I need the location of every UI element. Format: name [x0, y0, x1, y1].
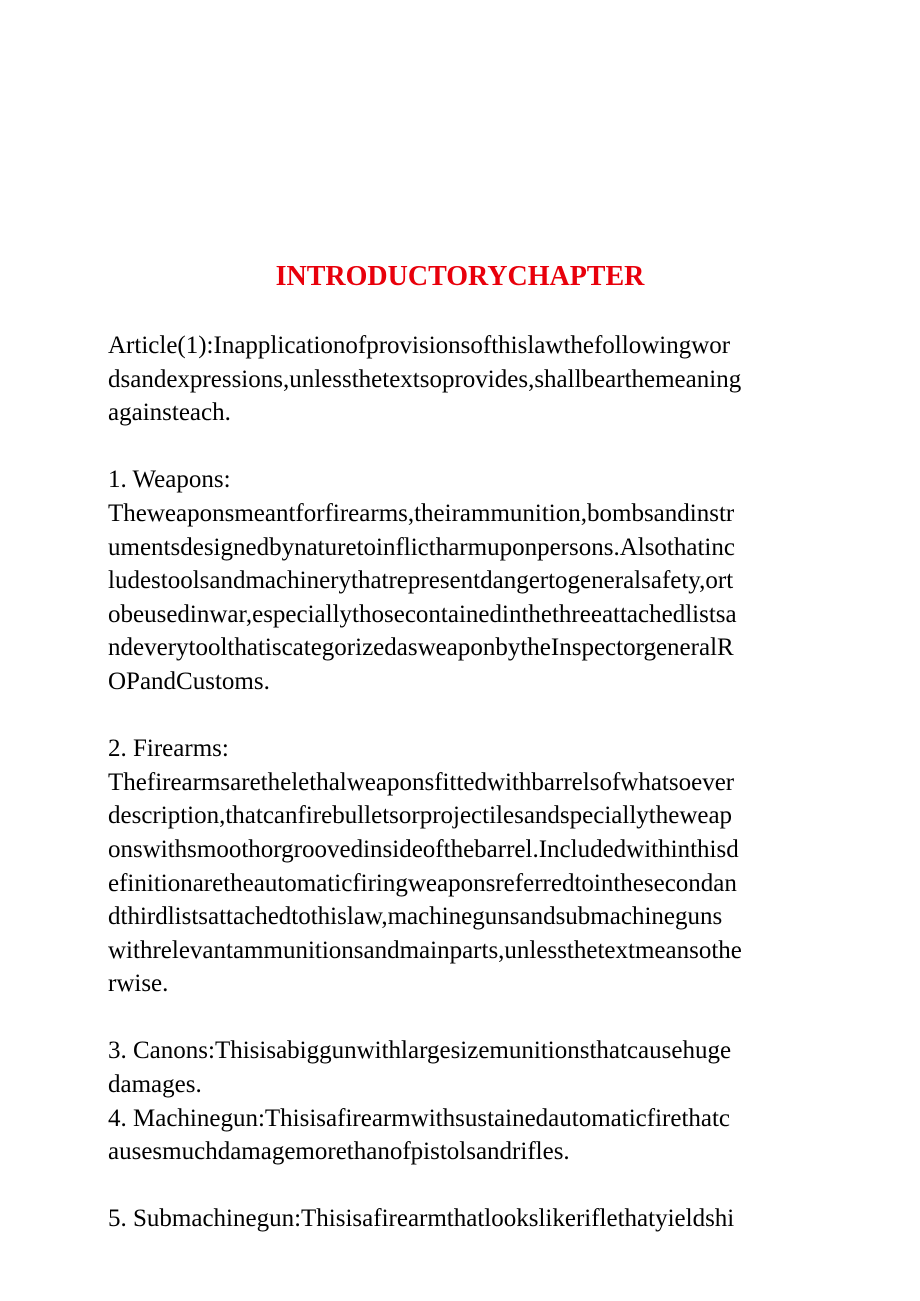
text-line: 5. Submachinegun:Thisisafirearmthatlookslikeriflethatyieldshi: [108, 1205, 735, 1233]
paragraph-submachinegun: [108, 1202, 820, 1236]
text-line: Thefirearmsarethelethalweaponsfittedwithbarrelsofwhatsoever: [108, 768, 735, 796]
paragraph-article-1: [108, 329, 820, 430]
text-line: rwise.: [108, 970, 169, 998]
text-line: ausesmuchdamagemorethanofpistolsandrifles.: [108, 1138, 570, 1166]
body-text: [108, 329, 820, 1236]
chapter-title: INTRODUCTORYCHAPTER: [275, 261, 645, 292]
text-line: OPandCustoms.: [108, 667, 270, 695]
text-line: 4. Machinegun:Thisisafirearmwithsustainedautomaticfirethatc: [108, 1104, 731, 1132]
paragraph-gap: [108, 699, 820, 733]
text-line: damages.: [108, 1071, 202, 1099]
text-line: withrelevantammunitionsandmainparts,unlessthetextmeansothe: [108, 936, 742, 964]
paragraph-gap: [108, 430, 820, 464]
text-line: 1. Weapons:: [108, 466, 231, 494]
text-line: dsandexpressions,unlessthetextsoprovides,shallbearthemeaning: [108, 365, 742, 393]
text-line: 3. Canons:Thisisabiggunwithlargesizemunitionsthatcausehuge: [108, 1037, 732, 1065]
paragraph-gap: [108, 1001, 820, 1035]
text-line: Theweaponsmeantforfirearms,theirammunition,bombsandinstr: [108, 499, 735, 527]
paragraph-firearms: [108, 732, 820, 1001]
text-line: Article(1):Inapplicationofprovisionsofthislawthefollowingwor: [108, 332, 731, 359]
text-line: ndeverytoolthatiscategorizedasweaponbytheInspectorgeneralR: [108, 634, 734, 662]
text-line: onswithsmoothorgroovedinsideofthebarrel.Includedwithinthisd: [108, 835, 739, 863]
paragraph-weapons: [108, 463, 820, 698]
paragraph-gap: [108, 1169, 820, 1203]
text-line: obeusedinwar,especiallythosecontainedinthethreeattachedlistsa: [108, 600, 737, 628]
paragraph-canons-machinegun: [108, 1034, 820, 1168]
text-line: againsteach.: [108, 399, 231, 427]
text-line: umentsdesignedbynaturetoinflictharmuponpersons.Alsothatinc: [108, 533, 735, 561]
text-line: dthirdlistsattachedtothislaw,machinegunsandsubmachineguns: [108, 903, 723, 931]
text-line: 2. Firearms:: [108, 735, 229, 763]
text-line: description,thatcanfirebulletsorprojectilesandspeciallytheweap: [108, 802, 733, 830]
text-line: efinitionaretheautomaticfiringweaponsreferredtointhesecondan: [108, 869, 737, 897]
text-line: ludestoolsandmachinerythatrepresentdangertogeneralsafety,ort: [108, 567, 734, 595]
